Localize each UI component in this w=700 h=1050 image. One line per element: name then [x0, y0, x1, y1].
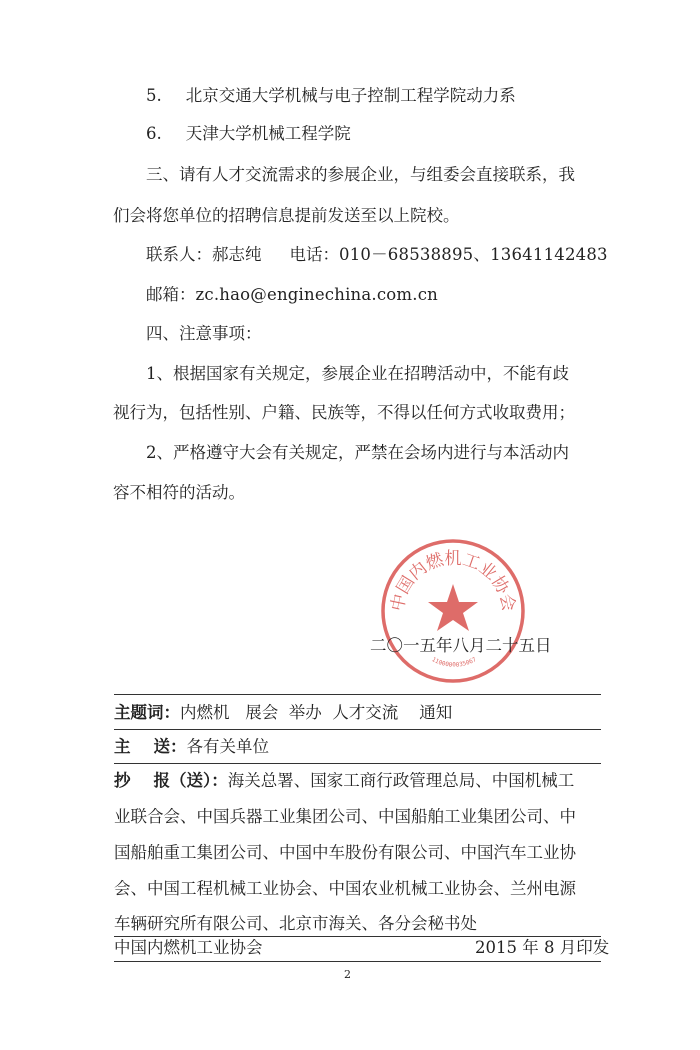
cc-line-1 — [114, 769, 574, 793]
phone-label: 电话： — [289, 245, 339, 264]
phone-value: 010－68538895、13641142483 — [339, 245, 608, 264]
page-number: 2 — [344, 968, 351, 981]
cc-line-2: 业联合会、中国兵器工业集团公司、中国船舶工业集团公司、中 — [114, 807, 576, 826]
cc-line-5: 车辆研究所有限公司、北京市海关、各分会秘书处 — [114, 914, 477, 933]
note-2-line-2: 容不相符的活动。 — [113, 483, 245, 502]
list-item-5 — [146, 84, 516, 108]
list-item-6 — [146, 122, 351, 146]
seal-org-name: 中国内燃机工业协会 — [387, 548, 519, 614]
official-seal-stamp — [378, 536, 528, 686]
cc-text: 海关总署、国家工商行政管理总局、中国机械工 — [227, 771, 575, 790]
seal-star-icon — [428, 584, 478, 631]
email-label: 邮箱： — [146, 285, 196, 304]
item-number: 5. — [146, 86, 162, 105]
cc-line-3: 国船舶重工集团公司、中国中车股份有限公司、中国汽车工业协 — [114, 843, 576, 862]
recipients-value: 各有关单位 — [186, 737, 269, 756]
print-date: 2015 年 8 月印发 — [475, 938, 610, 957]
email-line — [146, 283, 438, 307]
subject-terms: 内燃机 展会 举办 人才交流 通知 — [180, 703, 453, 722]
recipients-label: 主 送： — [114, 737, 187, 756]
cc-label: 抄 报（送）： — [114, 771, 228, 790]
item-number: 6. — [146, 124, 162, 143]
note-1-line-1: 1、根据国家有关规定，参展企业在招聘活动中，不能有歧 — [146, 364, 569, 383]
contact-name: 郝志纯 — [212, 245, 262, 264]
item-text: 北京交通大学机械与电子控制工程学院动力系 — [185, 86, 516, 105]
subject-label: 主题词： — [114, 703, 180, 722]
email-value: zc.hao@enginechina.com.cn — [195, 285, 438, 304]
issue-date-chinese: 二〇一五年八月二十五日 — [370, 636, 552, 655]
divider — [114, 729, 601, 730]
contact-label: 联系人： — [146, 245, 212, 264]
divider — [114, 961, 601, 962]
contact-line — [146, 243, 608, 267]
divider — [114, 694, 601, 695]
item-text: 天津大学机械工程学院 — [185, 124, 351, 143]
cc-line-4: 会、中国工程机械工业协会、中国农业机械工业协会、兰州电源 — [114, 879, 576, 898]
issuer: 中国内燃机工业协会 — [114, 938, 263, 957]
subject-terms-row — [114, 701, 452, 725]
note-1-line-2: 视行为，包括性别、户籍、民族等，不得以任何方式收取费用； — [113, 403, 575, 422]
seal-serial: 1100000035067 — [430, 656, 478, 669]
recipients-row — [114, 735, 269, 759]
divider — [114, 763, 601, 764]
note-2-line-1: 2、严格遵守大会有关规定，严禁在会场内进行与本活动内 — [146, 443, 569, 462]
section-3-line-2: 们会将您单位的招聘信息提前发送至以上院校。 — [113, 206, 460, 225]
section-4-title: 四、注意事项： — [146, 324, 262, 343]
section-3-line-1: 三、请有人才交流需求的参展企业，与组委会直接联系，我 — [146, 165, 575, 184]
